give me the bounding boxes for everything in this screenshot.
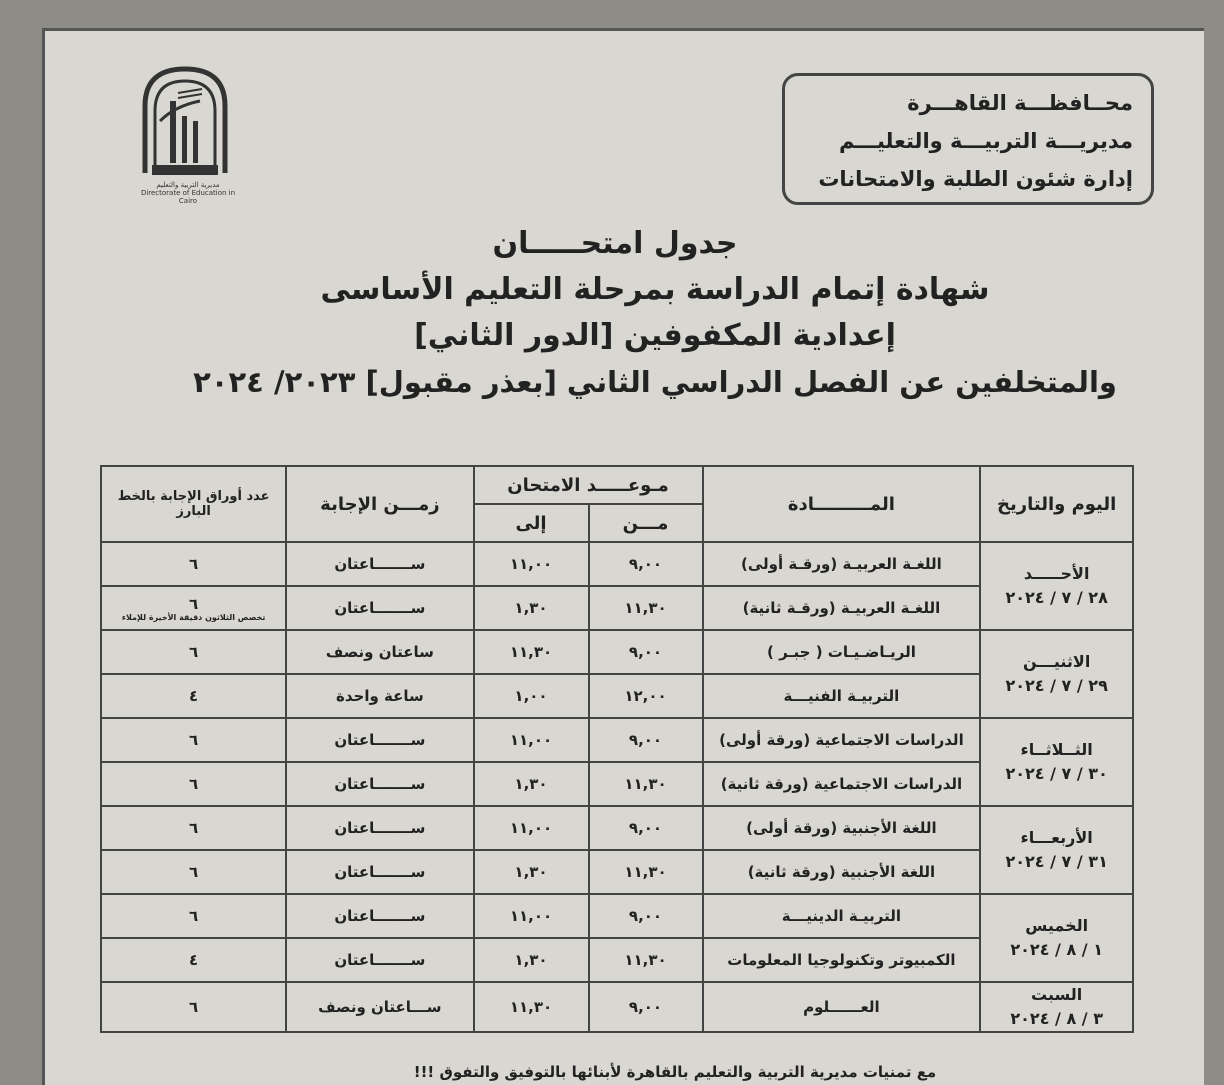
answer-sheets-count: ٤ <box>189 687 199 705</box>
from-time-cell: ١٢,٠٠ <box>589 674 703 718</box>
answer-sheets-cell <box>101 630 286 674</box>
header-exam-time: مـوعـــــد الامتحان <box>474 466 703 504</box>
subject-cell: الدراسات الاجتماعية (ورقة أولى) <box>703 718 981 762</box>
footer-wishes: مع تمنيات مديرية التربية والتعليم بالقاهرة لأبنائها بالتوفيق والتفوق !!! <box>413 1063 937 1081</box>
answer-sheets-cell <box>101 982 286 1032</box>
answer-sheets-cell <box>101 806 286 850</box>
subject-cell: العــــــلوم <box>703 982 981 1032</box>
from-time-cell: ٩,٠٠ <box>589 806 703 850</box>
duration-cell: ســـــــاعتان <box>286 542 473 586</box>
title-certificate: شهادة إتمام الدراسة بمرحلة التعليم الأساسى <box>320 272 990 307</box>
answer-sheets-count: ٦ <box>189 594 199 613</box>
exam-date: ٣ / ٨ / ٢٠٢٤ <box>1010 1009 1103 1028</box>
title-school: إعدادية المكفوفين [الدور الثاني] <box>414 318 896 353</box>
table-row <box>101 586 1133 630</box>
to-time-cell: ١,٣٠ <box>474 938 589 982</box>
day-date-cell <box>980 630 1133 718</box>
duration-cell: ســـــــاعتان <box>286 762 473 806</box>
logo-caption: مديرية التربية والتعليم Directorate of Education in Cairo <box>140 181 236 205</box>
answer-sheets-cell <box>101 762 286 806</box>
to-time-cell: ١١,٠٠ <box>474 894 589 938</box>
to-time-cell: ١,٣٠ <box>474 586 589 630</box>
governorate-header <box>782 73 1154 205</box>
from-time-cell: ٩,٠٠ <box>589 894 703 938</box>
header-line-directorate: مديريـــة التربيـــة والتعليـــم <box>838 129 1133 153</box>
to-time-cell: ١١,٠٠ <box>474 806 589 850</box>
header-from: مـــن <box>589 504 703 542</box>
to-time-cell: ١,٣٠ <box>474 762 589 806</box>
subject-cell: الدراسات الاجتماعية (ورقة ثانية) <box>703 762 981 806</box>
exam-date: ٢٨ / ٧ / ٢٠٢٤ <box>1005 588 1108 607</box>
title-semester: والمتخلفين عن الفصل الدراسي الثاني [بعذر مقبول] ٢٠٢٣/ ٢٠٢٤ <box>193 365 1117 399</box>
answer-sheets-cell <box>101 674 286 718</box>
header-line-governorate: محــافظـــة القاهـــرة <box>907 91 1133 115</box>
from-time-cell: ٩,٠٠ <box>589 982 703 1032</box>
day-name: الأحـــــد <box>1023 564 1090 583</box>
table-row <box>101 674 1133 718</box>
header-day-date: اليوم والتاريخ <box>980 466 1133 542</box>
duration-cell: ســـــــاعتان <box>286 718 473 762</box>
subject-cell: التربيـة الفنيـــة <box>703 674 981 718</box>
from-time-cell: ٩,٠٠ <box>589 630 703 674</box>
answer-sheets-cell <box>101 718 286 762</box>
table-row <box>101 630 1133 674</box>
from-time-cell: ١١,٣٠ <box>589 762 703 806</box>
title-exam-schedule: جدول امتحـــــان <box>492 226 738 261</box>
subject-cell: اللغـة العربيـة (ورقـة ثانية) <box>703 586 981 630</box>
exam-date: ٣٠ / ٧ / ٢٠٢٤ <box>1005 764 1108 783</box>
table-row <box>101 850 1133 894</box>
answer-sheets-count: ٦ <box>189 863 199 881</box>
day-date-cell <box>980 894 1133 982</box>
answer-sheets-count: ٤ <box>189 951 199 969</box>
day-name: الثــلاثــاء <box>1020 740 1093 759</box>
to-time-cell: ١١,٠٠ <box>474 542 589 586</box>
duration-cell: ســـــــاعتان <box>286 586 473 630</box>
duration-cell: ساعتان ونصف <box>286 630 473 674</box>
document-page <box>42 28 1204 1085</box>
exam-schedule-table <box>100 465 1134 1033</box>
header-subject: المـــــــــادة <box>703 466 981 542</box>
header-to: إلى <box>474 504 589 542</box>
answer-sheets-count: ٦ <box>189 775 199 793</box>
answer-sheets-cell <box>101 938 286 982</box>
document-title-block <box>155 221 1155 405</box>
duration-cell: ســـــــاعتان <box>286 938 473 982</box>
day-date-cell <box>980 806 1133 894</box>
to-time-cell: ١١,٣٠ <box>474 982 589 1032</box>
table-row <box>101 718 1133 762</box>
answer-sheets-cell <box>101 850 286 894</box>
from-time-cell: ١١,٣٠ <box>589 586 703 630</box>
answer-sheets-count: ٦ <box>189 819 199 837</box>
to-time-cell: ١,٠٠ <box>474 674 589 718</box>
answer-sheets-count: ٦ <box>189 907 199 925</box>
subject-cell: الريـاضـيـات ( جبـر ) <box>703 630 981 674</box>
subject-cell: اللغة الأجنبية (ورقة أولى) <box>703 806 981 850</box>
table-row <box>101 894 1133 938</box>
table-row <box>101 938 1133 982</box>
table-body <box>101 542 1133 1032</box>
answer-sheets-cell <box>101 894 286 938</box>
dictation-note: تخصص الثلاثون دقيقة الأخيرة للإملاء <box>121 612 266 622</box>
exam-date: ١ / ٨ / ٢٠٢٤ <box>1010 940 1103 959</box>
to-time-cell: ١١,٠٠ <box>474 718 589 762</box>
duration-cell: ســـــــاعتان <box>286 806 473 850</box>
day-date-cell <box>980 982 1133 1032</box>
from-time-cell: ٩,٠٠ <box>589 718 703 762</box>
duration-cell: ســـــــاعتان <box>286 850 473 894</box>
table-row <box>101 762 1133 806</box>
subject-cell: التربيـة الدينيـــة <box>703 894 981 938</box>
exam-date: ٢٩ / ٧ / ٢٠٢٤ <box>1005 676 1108 695</box>
to-time-cell: ١,٣٠ <box>474 850 589 894</box>
table-header-row <box>101 466 1133 504</box>
day-name: الأربعـــاء <box>1020 828 1093 847</box>
answer-sheets-cell <box>101 542 286 586</box>
duration-cell: ساعة واحدة <box>286 674 473 718</box>
cairo-directorate-logo <box>130 61 240 181</box>
answer-sheets-count: ٦ <box>189 998 199 1016</box>
day-name: الاثنيـــن <box>1023 652 1091 671</box>
table-row <box>101 982 1133 1032</box>
header-answer-sheets: عدد أوراق الإجابة بالخط البارز <box>101 466 286 542</box>
to-time-cell: ١١,٣٠ <box>474 630 589 674</box>
day-name: السبت <box>1031 985 1083 1004</box>
table-row <box>101 806 1133 850</box>
answer-sheets-count: ٦ <box>189 731 199 749</box>
duration-cell: ســـــــاعتان <box>286 894 473 938</box>
from-time-cell: ١١,٣٠ <box>589 938 703 982</box>
answer-sheets-cell <box>101 586 286 630</box>
answer-sheets-count: ٦ <box>189 643 199 661</box>
duration-cell: ســـاعتان ونصف <box>286 982 473 1032</box>
day-date-cell <box>980 542 1133 630</box>
from-time-cell: ٩,٠٠ <box>589 542 703 586</box>
table-row <box>101 542 1133 586</box>
header-duration: زمـــن الإجابة <box>286 466 473 542</box>
subject-cell: اللغـة العربيـة (ورقـة أولى) <box>703 542 981 586</box>
day-name: الخميس <box>1025 916 1089 935</box>
exam-date: ٣١ / ٧ / ٢٠٢٤ <box>1005 852 1108 871</box>
from-time-cell: ١١,٣٠ <box>589 850 703 894</box>
answer-sheets-count: ٦ <box>189 555 199 573</box>
subject-cell: اللغة الأجنبية (ورقة ثانية) <box>703 850 981 894</box>
day-date-cell <box>980 718 1133 806</box>
subject-cell: الكمبيوتر وتكنولوجيا المعلومات <box>703 938 981 982</box>
header-line-department: إدارة شئون الطلبة والامتحانات <box>818 167 1133 191</box>
